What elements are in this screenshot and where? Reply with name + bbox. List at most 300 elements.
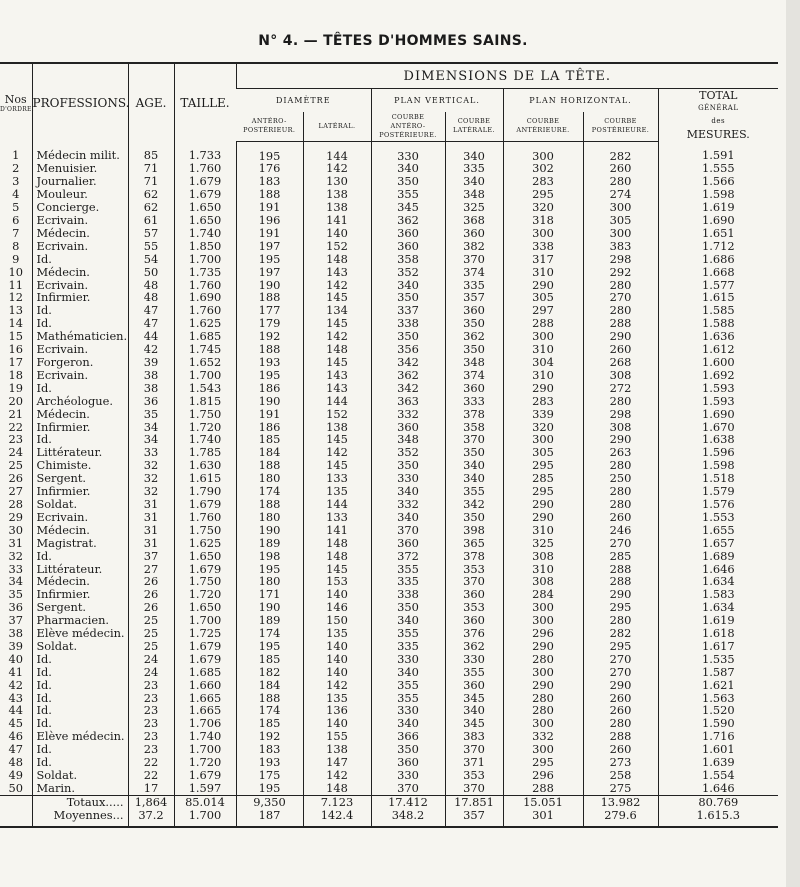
cell-profession: Marin.: [32, 782, 128, 795]
cell-ant-post: 195: [236, 141, 303, 162]
cell-order-number: 28: [8, 497, 23, 511]
cell-total: 1.619: [658, 201, 778, 214]
cell-courbe-ant-post: 335: [371, 640, 445, 653]
cell-lateral: 143: [303, 382, 371, 395]
table-row: [0, 730, 778, 743]
cell-courbe-posterieure: 280: [583, 614, 658, 627]
cell-order-number: 34: [8, 575, 23, 589]
cell-courbe-ant-post: 360: [371, 537, 445, 550]
table-row: [0, 769, 778, 782]
cell-courbe-anterieure: 320: [503, 201, 583, 214]
cell-total: 1.596: [658, 446, 778, 459]
cell-total: 1.612: [658, 343, 778, 356]
cell-ant-post: 174: [236, 627, 303, 640]
cell-courbe-anterieure: 290: [503, 279, 583, 292]
cell-lateral: 138: [303, 201, 371, 214]
cell-courbe-anterieure: 283: [503, 175, 583, 188]
cell-ant-post: 174: [236, 485, 303, 498]
cell-courbe-laterale: 348: [445, 188, 503, 201]
cell-order-number: 37: [8, 614, 23, 628]
cell-total: 1.686: [658, 253, 778, 266]
cell-ant-post: 197: [236, 240, 303, 253]
totals-age: 1,864 37.2: [128, 795, 174, 827]
table-row: [0, 162, 778, 175]
cell-profession: Mouleur.: [32, 188, 128, 201]
cell-order-number: 16: [8, 343, 23, 356]
cell-courbe-ant-post: 352: [371, 446, 445, 459]
cell-ant-post: 183: [236, 175, 303, 188]
cell-age: 25: [128, 614, 174, 627]
cell-courbe-laterale: 350: [445, 446, 503, 459]
cell-profession: Id.: [32, 382, 128, 395]
cell-ant-post: 191: [236, 408, 303, 421]
cell-ant-post: 193: [236, 356, 303, 369]
table-row: [0, 141, 778, 162]
table-row: [0, 588, 778, 601]
cell-profession: Médecin.: [32, 408, 128, 421]
cell-lateral: 146: [303, 601, 371, 614]
cell-courbe-ant-post: 330: [371, 472, 445, 485]
cell-order-number: 32: [8, 549, 23, 563]
cell-courbe-ant-post: 342: [371, 382, 445, 395]
cell-courbe-posterieure: 280: [583, 279, 658, 292]
cell-courbe-anterieure: 288: [503, 782, 583, 795]
cell-taille: 1.790: [174, 485, 236, 498]
cell-courbe-laterale: 348: [445, 356, 503, 369]
cell-age: 31: [128, 511, 174, 524]
cell-ant-post: 195: [236, 782, 303, 795]
table-row: [0, 433, 778, 446]
cell-ant-post: 185: [236, 433, 303, 446]
cell-lateral: 145: [303, 356, 371, 369]
cell-courbe-laterale: 382: [445, 240, 503, 253]
cell-courbe-posterieure: 270: [583, 653, 658, 666]
table-row: [0, 240, 778, 253]
cell-courbe-anterieure: 300: [503, 666, 583, 679]
table-row: [0, 743, 778, 756]
cell-age: 32: [128, 459, 174, 472]
cell-courbe-ant-post: 362: [371, 369, 445, 382]
totals-labels: Totaux..... Moyennes...: [32, 795, 128, 827]
cell-lateral: 142: [303, 162, 371, 175]
cell-total: 1.712: [658, 240, 778, 253]
cell-courbe-ant-post: 345: [371, 201, 445, 214]
cell-courbe-laterale: 353: [445, 601, 503, 614]
cell-age: 55: [128, 240, 174, 253]
cell-courbe-posterieure: 295: [583, 601, 658, 614]
cell-courbe-laterale: 340: [445, 141, 503, 162]
cell-age: 61: [128, 214, 174, 227]
cell-age: 85: [128, 141, 174, 162]
cell-courbe-ant-post: 338: [371, 317, 445, 330]
cell-total: 1.670: [658, 421, 778, 434]
cell-courbe-ant-post: 350: [371, 459, 445, 472]
cell-taille: 1.679: [174, 175, 236, 188]
cell-order-number: 6: [12, 214, 20, 227]
cell-courbe-laterale: 374: [445, 369, 503, 382]
table-row: [0, 717, 778, 730]
cell-taille: 1.685: [174, 666, 236, 679]
cell-ant-post: 192: [236, 730, 303, 743]
cell-order-number: 33: [8, 562, 23, 576]
cell-lateral: 138: [303, 743, 371, 756]
cell-order-number: 44: [8, 704, 23, 718]
cell-courbe-laterale: 340: [445, 704, 503, 717]
cell-profession: Médecin.: [32, 575, 128, 588]
cell-lateral: 142: [303, 279, 371, 292]
cell-ant-post: 188: [236, 343, 303, 356]
cell-courbe-posterieure: 298: [583, 408, 658, 421]
cell-total: 1.692: [658, 369, 778, 382]
table-row: [0, 356, 778, 369]
cell-age: 47: [128, 317, 174, 330]
cell-ant-post: 191: [236, 227, 303, 240]
cell-courbe-anterieure: 288: [503, 317, 583, 330]
cell-profession: Médecin.: [32, 524, 128, 537]
header-taille: TAILLE.: [174, 63, 236, 141]
table-row: [0, 214, 778, 227]
cell-lateral: 143: [303, 266, 371, 279]
cell-courbe-posterieure: 300: [583, 201, 658, 214]
cell-taille: 1.650: [174, 550, 236, 563]
cell-lateral: 142: [303, 769, 371, 782]
cell-total: 1.690: [658, 408, 778, 421]
cell-total: 1.520: [658, 704, 778, 717]
cell-lateral: 148: [303, 343, 371, 356]
table-row: [0, 550, 778, 563]
cell-courbe-anterieure: 300: [503, 433, 583, 446]
cell-courbe-laterale: 398: [445, 524, 503, 537]
cell-profession: Sergent.: [32, 601, 128, 614]
cell-total: 1.636: [658, 330, 778, 343]
cell-courbe-anterieure: 300: [503, 743, 583, 756]
cell-total: 1.621: [658, 679, 778, 692]
cell-order-number: 18: [8, 368, 23, 382]
cell-taille: 1.660: [174, 679, 236, 692]
cell-total: 1.590: [658, 717, 778, 730]
cell-age: 38: [128, 369, 174, 382]
header-professions: PROFESSIONS.: [32, 63, 128, 141]
cell-courbe-ant-post: 360: [371, 756, 445, 769]
cell-courbe-laterale: 345: [445, 692, 503, 705]
cell-ant-post: 185: [236, 653, 303, 666]
cell-courbe-ant-post: 342: [371, 356, 445, 369]
cell-age: 25: [128, 640, 174, 653]
cell-courbe-laterale: 360: [445, 588, 503, 601]
cell-age: 32: [128, 485, 174, 498]
cell-courbe-ant-post: 350: [371, 175, 445, 188]
table-title: N° 4. — TÊTES D'HOMMES SAINS.: [258, 33, 528, 49]
cell-total: 1.593: [658, 395, 778, 408]
cell-taille: 1.652: [174, 356, 236, 369]
cell-total: 1.668: [658, 266, 778, 279]
cell-profession: Id.: [32, 666, 128, 679]
cell-age: 35: [128, 408, 174, 421]
cell-profession: Archéologue.: [32, 395, 128, 408]
cell-courbe-posterieure: 298: [583, 253, 658, 266]
table-row: [0, 188, 778, 201]
cell-lateral: 136: [303, 704, 371, 717]
table-row: [0, 253, 778, 266]
cell-lateral: 145: [303, 563, 371, 576]
cell-courbe-posterieure: 282: [583, 627, 658, 640]
cell-ant-post: 195: [236, 253, 303, 266]
cell-profession: Id.: [32, 433, 128, 446]
table-row: [0, 537, 778, 550]
cell-courbe-anterieure: 332: [503, 730, 583, 743]
cell-ant-post: 186: [236, 382, 303, 395]
cell-ant-post: 184: [236, 446, 303, 459]
totals-spacer: [0, 795, 32, 827]
cell-total: 1.585: [658, 304, 778, 317]
cell-ant-post: 189: [236, 614, 303, 627]
cell-courbe-anterieure: 339: [503, 408, 583, 421]
cell-courbe-ant-post: 370: [371, 524, 445, 537]
cell-taille: 1.750: [174, 575, 236, 588]
cell-courbe-laterale: 340: [445, 175, 503, 188]
cell-total: 1.639: [658, 756, 778, 769]
cell-lateral: 148: [303, 537, 371, 550]
cell-courbe-anterieure: 290: [503, 382, 583, 395]
cell-courbe-laterale: 371: [445, 756, 503, 769]
cell-courbe-laterale: 340: [445, 459, 503, 472]
cell-courbe-ant-post: 355: [371, 679, 445, 692]
cell-courbe-posterieure: 285: [583, 550, 658, 563]
cell-courbe-posterieure: 260: [583, 343, 658, 356]
table-row: [0, 227, 778, 240]
table-row: [0, 485, 778, 498]
cell-courbe-laterale: 350: [445, 511, 503, 524]
table-row: [0, 291, 778, 304]
cell-total: 1.576: [658, 498, 778, 511]
cell-courbe-posterieure: 260: [583, 511, 658, 524]
table-row: [0, 640, 778, 653]
cell-courbe-laterale: 360: [445, 679, 503, 692]
cell-profession: Médecin.: [32, 227, 128, 240]
cell-taille: 1.735: [174, 266, 236, 279]
cell-age: 23: [128, 704, 174, 717]
cell-courbe-posterieure: 308: [583, 421, 658, 434]
cell-lateral: 135: [303, 692, 371, 705]
cell-courbe-anterieure: 310: [503, 563, 583, 576]
cell-courbe-posterieure: 290: [583, 588, 658, 601]
cell-courbe-posterieure: 250: [583, 472, 658, 485]
cell-courbe-laterale: 378: [445, 550, 503, 563]
cell-courbe-anterieure: 296: [503, 627, 583, 640]
cell-order-number: 2: [12, 162, 20, 176]
cell-total: 1.634: [658, 575, 778, 588]
cell-order-number: 48: [8, 756, 23, 769]
cell-order-number: 35: [8, 588, 23, 602]
cell-courbe-anterieure: 310: [503, 369, 583, 382]
cell-order-number: 42: [8, 678, 23, 692]
cell-ant-post: 196: [236, 214, 303, 227]
cell-profession: Forgeron.: [32, 356, 128, 369]
cell-age: 23: [128, 679, 174, 692]
cell-age: 62: [128, 188, 174, 201]
cell-taille: 1.625: [174, 537, 236, 550]
cell-courbe-posterieure: 288: [583, 575, 658, 588]
cell-order-number: 3: [12, 175, 20, 189]
cell-order-number: 45: [8, 717, 23, 731]
cell-courbe-anterieure: 300: [503, 141, 583, 162]
cell-courbe-ant-post: 330: [371, 653, 445, 666]
table-row: [0, 304, 778, 317]
table-body: [0, 141, 778, 795]
cell-age: 38: [128, 382, 174, 395]
cell-age: 42: [128, 343, 174, 356]
cell-taille: 1.740: [174, 730, 236, 743]
cell-total: 1.583: [658, 588, 778, 601]
cell-age: 26: [128, 601, 174, 614]
table-row: [0, 395, 778, 408]
cell-courbe-ant-post: 366: [371, 730, 445, 743]
cell-total: 1.554: [658, 769, 778, 782]
cell-courbe-ant-post: 363: [371, 395, 445, 408]
cell-courbe-posterieure: 305: [583, 214, 658, 227]
cell-courbe-ant-post: 360: [371, 227, 445, 240]
cell-total: 1.566: [658, 175, 778, 188]
cell-profession: Littérateur.: [32, 563, 128, 576]
cell-profession: Littérateur.: [32, 446, 128, 459]
cell-taille: 1.750: [174, 524, 236, 537]
cell-profession: Infirmier.: [32, 291, 128, 304]
cell-courbe-posterieure: 270: [583, 291, 658, 304]
cell-courbe-posterieure: 288: [583, 730, 658, 743]
cell-lateral: 144: [303, 498, 371, 511]
cell-lateral: 138: [303, 421, 371, 434]
cell-profession: Soldat.: [32, 769, 128, 782]
cell-ant-post: 190: [236, 395, 303, 408]
cell-lateral: 142: [303, 679, 371, 692]
cell-taille: 1.650: [174, 214, 236, 227]
cell-courbe-posterieure: 282: [583, 141, 658, 162]
cell-ant-post: 176: [236, 162, 303, 175]
cell-profession: Menuisier.: [32, 162, 128, 175]
cell-courbe-laterale: 370: [445, 743, 503, 756]
cell-courbe-posterieure: 258: [583, 769, 658, 782]
table-row: [0, 704, 778, 717]
cell-courbe-posterieure: 260: [583, 162, 658, 175]
cell-courbe-posterieure: 383: [583, 240, 658, 253]
cell-courbe-ant-post: 350: [371, 291, 445, 304]
header-plan-horizontal: PLAN HORIZONTAL.: [503, 89, 658, 113]
cell-taille: 1.720: [174, 421, 236, 434]
cell-courbe-ant-post: 330: [371, 769, 445, 782]
cell-courbe-anterieure: 310: [503, 524, 583, 537]
cell-total: 1.553: [658, 511, 778, 524]
cell-order-number: 27: [8, 485, 23, 498]
cell-taille: 1.850: [174, 240, 236, 253]
table-row: [0, 575, 778, 588]
cell-courbe-laterale: 378: [445, 408, 503, 421]
cell-taille: 1.760: [174, 511, 236, 524]
table-row: [0, 782, 778, 795]
cell-ant-post: 174: [236, 704, 303, 717]
cell-profession: Médecin milit.: [32, 141, 128, 162]
cell-courbe-laterale: 353: [445, 563, 503, 576]
cell-courbe-laterale: 374: [445, 266, 503, 279]
cell-age: 31: [128, 537, 174, 550]
cell-age: 48: [128, 279, 174, 292]
cell-order-number: 41: [8, 665, 23, 679]
cell-courbe-posterieure: 280: [583, 304, 658, 317]
cell-courbe-posterieure: 260: [583, 704, 658, 717]
totals-total: 80.769 1.615.3: [658, 795, 778, 827]
cell-ant-post: 180: [236, 511, 303, 524]
cell-age: 23: [128, 717, 174, 730]
table-row: [0, 653, 778, 666]
cell-courbe-laterale: 345: [445, 717, 503, 730]
cell-courbe-anterieure: 305: [503, 291, 583, 304]
cell-courbe-ant-post: 340: [371, 485, 445, 498]
cell-lateral: 138: [303, 188, 371, 201]
cell-taille: 1.625: [174, 317, 236, 330]
cell-courbe-posterieure: 292: [583, 266, 658, 279]
cell-taille: 1.700: [174, 614, 236, 627]
cell-total: 1.634: [658, 601, 778, 614]
cell-lateral: 140: [303, 227, 371, 240]
header-courbe-laterale: COURBE LATÉRALE.: [445, 112, 503, 141]
cell-courbe-laterale: 335: [445, 279, 503, 292]
cell-age: 71: [128, 175, 174, 188]
cell-taille: 1.815: [174, 395, 236, 408]
cell-courbe-posterieure: 280: [583, 175, 658, 188]
cell-courbe-laterale: 360: [445, 304, 503, 317]
cell-taille: 1.650: [174, 201, 236, 214]
cell-courbe-anterieure: 284: [503, 588, 583, 601]
cell-ant-post: 183: [236, 743, 303, 756]
cell-profession: Id.: [32, 743, 128, 756]
cell-profession: Ecrivain.: [32, 369, 128, 382]
cell-order-number: 24: [8, 446, 23, 460]
cell-order-number: 29: [8, 510, 23, 524]
cell-courbe-laterale: 333: [445, 395, 503, 408]
cell-courbe-posterieure: 280: [583, 498, 658, 511]
cell-lateral: 145: [303, 433, 371, 446]
cell-courbe-anterieure: 300: [503, 330, 583, 343]
cell-total: 1.651: [658, 227, 778, 240]
totals-courbe-ant-post: 17.412 348.2: [371, 795, 445, 827]
cell-courbe-anterieure: 308: [503, 550, 583, 563]
table-row: [0, 330, 778, 343]
cell-taille: 1.650: [174, 601, 236, 614]
cell-ant-post: 190: [236, 601, 303, 614]
table-row: [0, 666, 778, 679]
cell-courbe-anterieure: 295: [503, 756, 583, 769]
cell-courbe-posterieure: 273: [583, 756, 658, 769]
cell-lateral: 140: [303, 666, 371, 679]
cell-taille: 1.615: [174, 472, 236, 485]
header-courbe-posterieure: COURBE POSTÉRIEURE.: [583, 112, 658, 141]
cell-ant-post: 195: [236, 369, 303, 382]
cell-ant-post: 182: [236, 666, 303, 679]
cell-ant-post: 175: [236, 769, 303, 782]
cell-taille: 1.700: [174, 743, 236, 756]
cell-order-number: 30: [8, 523, 23, 537]
cell-courbe-laterale: 370: [445, 782, 503, 795]
cell-courbe-ant-post: 356: [371, 343, 445, 356]
cell-age: 22: [128, 769, 174, 782]
cell-lateral: 155: [303, 730, 371, 743]
cell-profession: Id.: [32, 550, 128, 563]
cell-courbe-anterieure: 296: [503, 769, 583, 782]
cell-ant-post: 188: [236, 291, 303, 304]
cell-lateral: 144: [303, 141, 371, 162]
cell-age: 25: [128, 627, 174, 640]
cell-lateral: 148: [303, 782, 371, 795]
cell-order-number: 4: [12, 188, 20, 202]
